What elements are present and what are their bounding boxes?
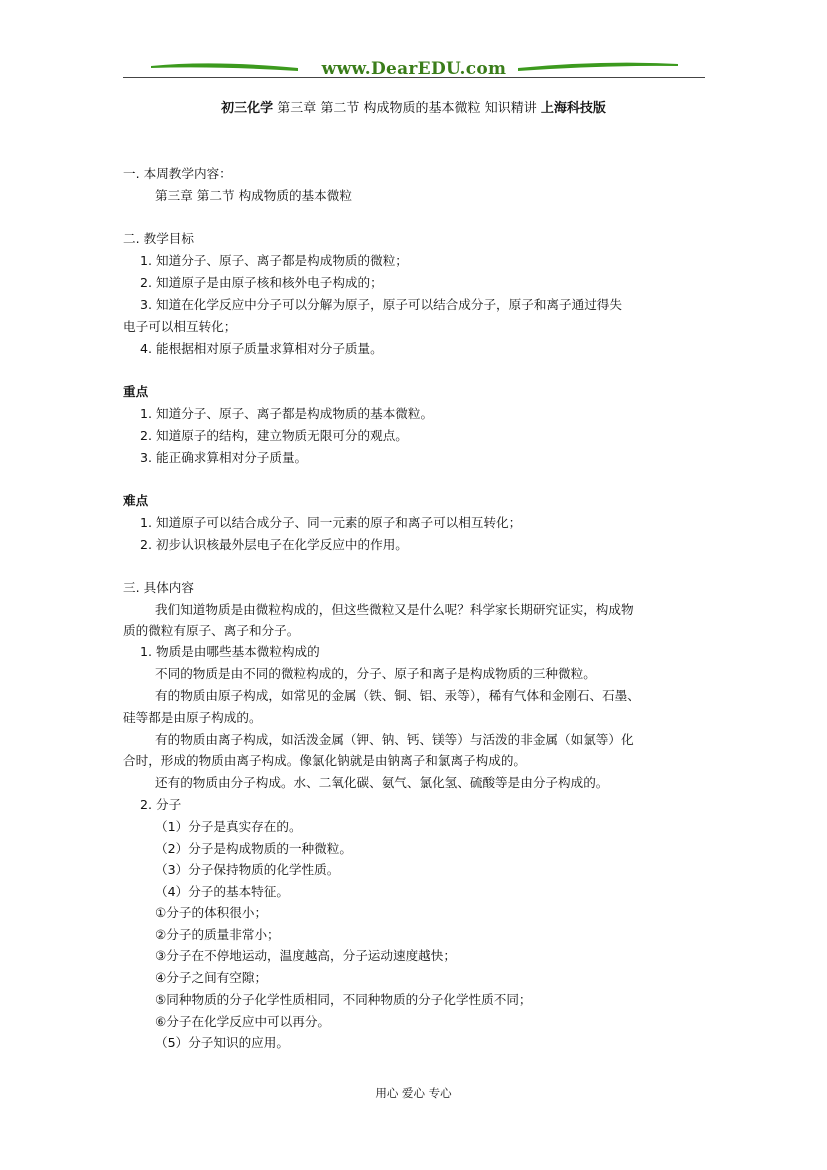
text-line: 还有的物质由分子构成。水、二氧化碳、氨气、氯化氢、硫酸等是由分子构成的。 (155, 775, 609, 790)
text-line: 我们知道物质是由微粒构成的，但这些微粒又是什么呢？科学家长期研究证实，构成物 (155, 602, 634, 617)
text-line: 2. 初步认识核最外层电子在化学反应中的作用。 (140, 537, 408, 552)
text-line: ②分子的质量非常小； (155, 927, 280, 942)
section-heading: 难点 (123, 493, 149, 508)
text-line: 3. 知道在化学反应中分子可以分解为原子，原子可以结合成分子，原子和离子通过得失 (140, 297, 622, 312)
text-line: 1. 知道原子可以结合成分子、同一元素的原子和离子可以相互转化； (140, 515, 522, 530)
text-line: 2. 知道原子是由原子核和核外电子构成的； (140, 275, 383, 290)
text-line: ⑥分子在化学反应中可以再分。 (155, 1014, 331, 1029)
text-line: ③分子在不停地运动，温度越高，分子运动速度越快； (155, 948, 456, 963)
text-line: 三. 具体内容 (123, 580, 194, 595)
text-line: 有的物质由原子构成，如常见的金属（铁、铜、铝、汞等），稀有气体和金刚石、石墨、 (155, 688, 640, 703)
document-title (0, 100, 827, 118)
text-line: 一. 本周教学内容： (123, 166, 232, 181)
text-line: 2. 分子 (140, 797, 182, 812)
text-line: 1. 物质是由哪些基本微粒构成的 (140, 644, 320, 659)
title-subject: 初三化学 (221, 101, 274, 116)
text-line: ①分子的体积很小； (155, 905, 268, 920)
header-rule (123, 77, 705, 78)
text-line: （2）分子是构成物质的一种微粒。 (155, 841, 352, 856)
section-heading: 重点 (123, 384, 149, 399)
page-header (123, 56, 705, 84)
text-line: ④分子之间有空隙； (155, 970, 268, 985)
text-line: 3. 能正确求算相对分子质量。 (140, 450, 308, 465)
text-line: 2. 知道原子的结构，建立物质无限可分的观点。 (140, 428, 408, 443)
text-line: 第三章 第二节 构成物质的基本微粒 (155, 188, 352, 203)
text-line: （4）分子的基本特征。 (155, 884, 289, 899)
text-line: ⑤同种物质的分子化学性质相同，不同种物质的分子化学性质不同； (155, 992, 532, 1007)
text-line: 硅等都是由原子构成的。 (123, 710, 262, 725)
text-line: 1. 知道分子、原子、离子都是构成物质的微粒； (140, 253, 408, 268)
text-line: 质的微粒有原子、离子和分子。 (123, 623, 300, 638)
text-line: （3）分子保持物质的化学性质。 (155, 862, 340, 877)
text-line: （5）分子知识的应用。 (155, 1035, 289, 1050)
text-line: 有的物质由离子构成，如活泼金属（钾、钠、钙、镁等）与活泼的非金属（如氯等）化 (155, 732, 634, 747)
title-chapter: 第三章 第二节 构成物质的基本微粒 知识精讲 (277, 101, 537, 116)
text-line: 二. 教学目标 (123, 231, 194, 246)
text-line: （1）分子是真实存在的。 (155, 819, 302, 834)
text-line: 1. 知道分子、原子、离子都是构成物质的基本微粒。 (140, 406, 434, 421)
title-edition: 上海科技版 (540, 101, 606, 116)
header-logo-text: www.DearEDU.com (321, 59, 507, 79)
text-line: 4. 能根据相对原子质量求算相对分子质量。 (140, 341, 383, 356)
text-line: 电子可以相互转化； (123, 319, 237, 334)
text-line: 不同的物质是由不同的微粒构成的，分子、原子和离子是构成物质的三种微粒。 (155, 666, 596, 681)
page-footer: 用心 爱心 专心 (375, 1086, 452, 1100)
text-line: 合时，形成的物质由离子构成。像氯化钠就是由钠离子和氯离子构成的。 (123, 753, 526, 768)
